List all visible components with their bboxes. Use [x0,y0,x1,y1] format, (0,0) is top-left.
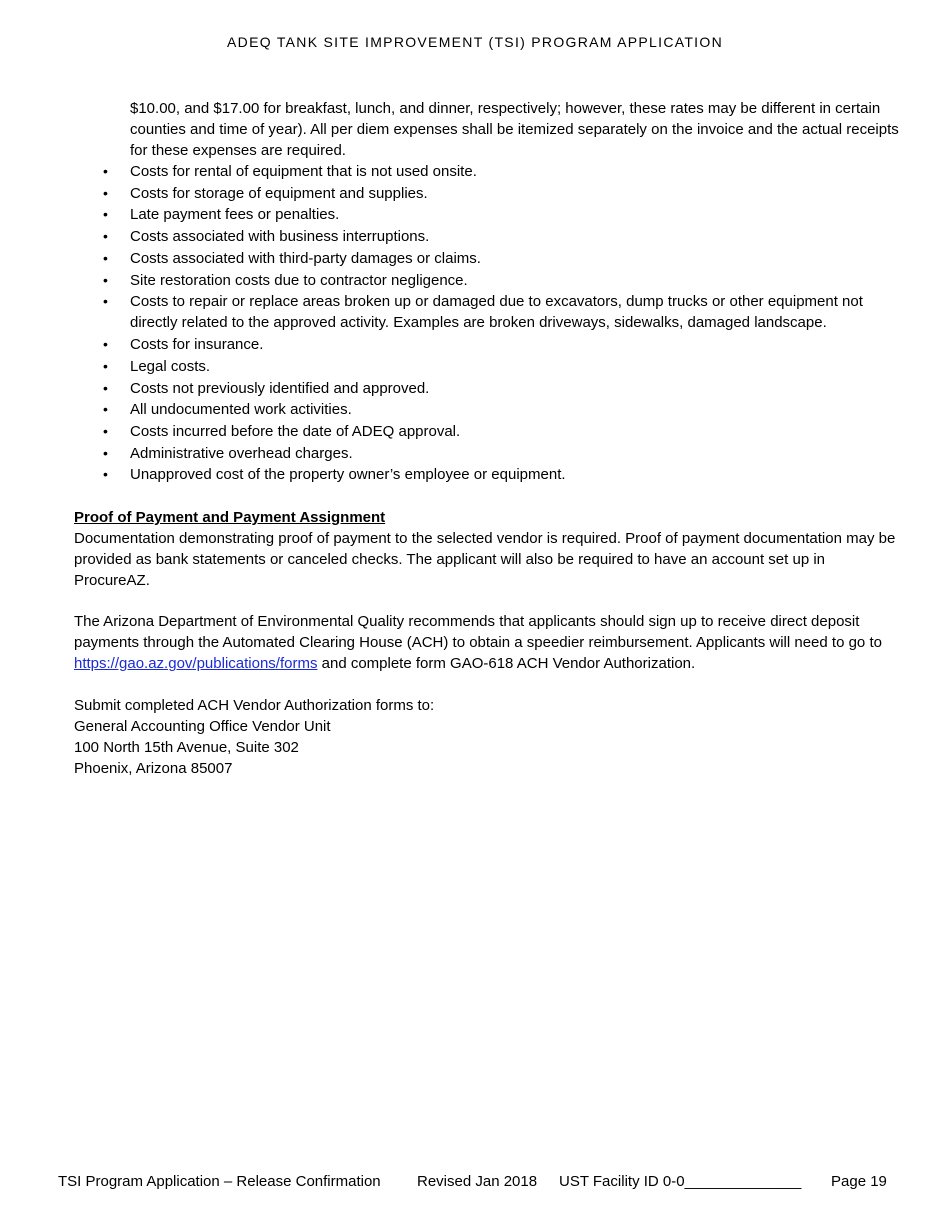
proof-of-payment-section [74,507,904,591]
address-line-office: General Accounting Office Vendor Unit [74,718,331,735]
list-item [100,270,900,291]
list-item [100,291,900,333]
per-diem-continuation-paragraph: $10.00, and $17.00 for breakfast, lunch, and dinner, respectively; however, these rates may be different in certain counties and time of year). All per diem expenses shall be itemized separately on the invoice and the actual receipts for these expenses are required. [130,100,899,160]
list-item [100,183,900,204]
list-item-text: Costs for insurance. [130,336,264,354]
footer-facility-id: UST Facility ID 0-0______________ [559,1173,802,1190]
bullet-icon: • [103,422,108,439]
list-item-text: All undocumented work activities. [130,401,352,419]
bullet-icon: • [103,293,108,310]
proof-of-payment-paragraph: Documentation demonstrating proof of payment to the selected vendor is required. Proof of payment documentation may be provided as bank statements or canceled checks. The applicant will also be required to have an account set up in ProcureAZ. [74,530,896,589]
ach-text-before-link: The Arizona Department of Environmental Quality recommends that applicants should sign up to receive direct deposit payments through the Automated Clearing House (ACH) to obtain a speedier reimbursement. Applicants will need to go to [74,613,882,651]
list-item [100,443,900,464]
ineligible-costs-list [100,161,900,486]
ach-section [74,611,904,674]
bullet-icon: • [103,357,108,374]
list-item [100,464,900,485]
list-item [100,356,900,377]
list-item-text: Costs associated with third-party damages or claims. [130,249,481,267]
list-item-text: Site restoration costs due to contractor negligence. [130,271,468,289]
page-header: ADEQ TANK SITE IMPROVEMENT (TSI) PROGRAM APPLICATION [227,34,723,50]
list-item-text: Costs for storage of equipment and supplies. [130,184,428,202]
bullet-icon: • [103,379,108,396]
list-item-text: Unapproved cost of the property owner’s employee or equipment. [130,466,566,484]
bullet-icon: • [103,444,108,461]
list-item-text: Late payment fees or penalties. [130,206,340,224]
list-item-text: Legal costs. [130,357,211,375]
bullet-icon: • [103,401,108,418]
list-item-text: Costs not previously identified and approved. [130,379,430,397]
list-item-text: Administrative overhead charges. [130,444,353,462]
address-line-city: Phoenix, Arizona 85007 [74,760,233,777]
list-item-text: Costs to repair or replace areas broken up or damaged due to excavators, dump trucks or other equipment not directly related to the approved activity. Examples are broken driveways, sidewalks, damaged landscape. [130,293,863,332]
list-item-text: Costs associated with business interruptions. [130,228,430,246]
section-heading: Proof of Payment and Payment Assignment [74,509,386,526]
bullet-icon: • [103,249,108,266]
list-item [100,399,900,420]
list-item-text: Costs for rental of equipment that is not used onsite. [130,163,477,180]
submit-section [74,695,904,779]
footer-page-number: Page 19 [831,1173,887,1190]
bullet-icon: • [103,206,108,223]
list-item [100,334,900,355]
address-line-street: 100 North 15th Avenue, Suite 302 [74,739,299,756]
gao-forms-link[interactable]: https://gao.az.gov/publications/forms [74,655,318,672]
bullet-icon: • [103,271,108,288]
list-item [100,378,900,399]
list-item-text: Costs incurred before the date of ADEQ approval. [130,422,461,440]
footer-revised-date: Revised Jan 2018 [417,1173,538,1190]
list-item [100,226,900,247]
list-item [100,161,900,182]
list-item [100,421,900,442]
bullet-icon: • [103,163,108,179]
bullet-icon: • [103,184,108,201]
submit-intro: Submit completed ACH Vendor Authorization forms to: [74,697,435,714]
bullet-icon: • [103,336,108,353]
bullet-icon: • [103,228,108,245]
list-item [100,204,900,225]
footer-doc-name: TSI Program Application – Release Confirmation [58,1173,381,1190]
ach-text-after-link: and complete form GAO-618 ACH Vendor Authorization. [317,655,696,672]
list-item [100,248,900,269]
bullet-icon: • [103,466,108,483]
